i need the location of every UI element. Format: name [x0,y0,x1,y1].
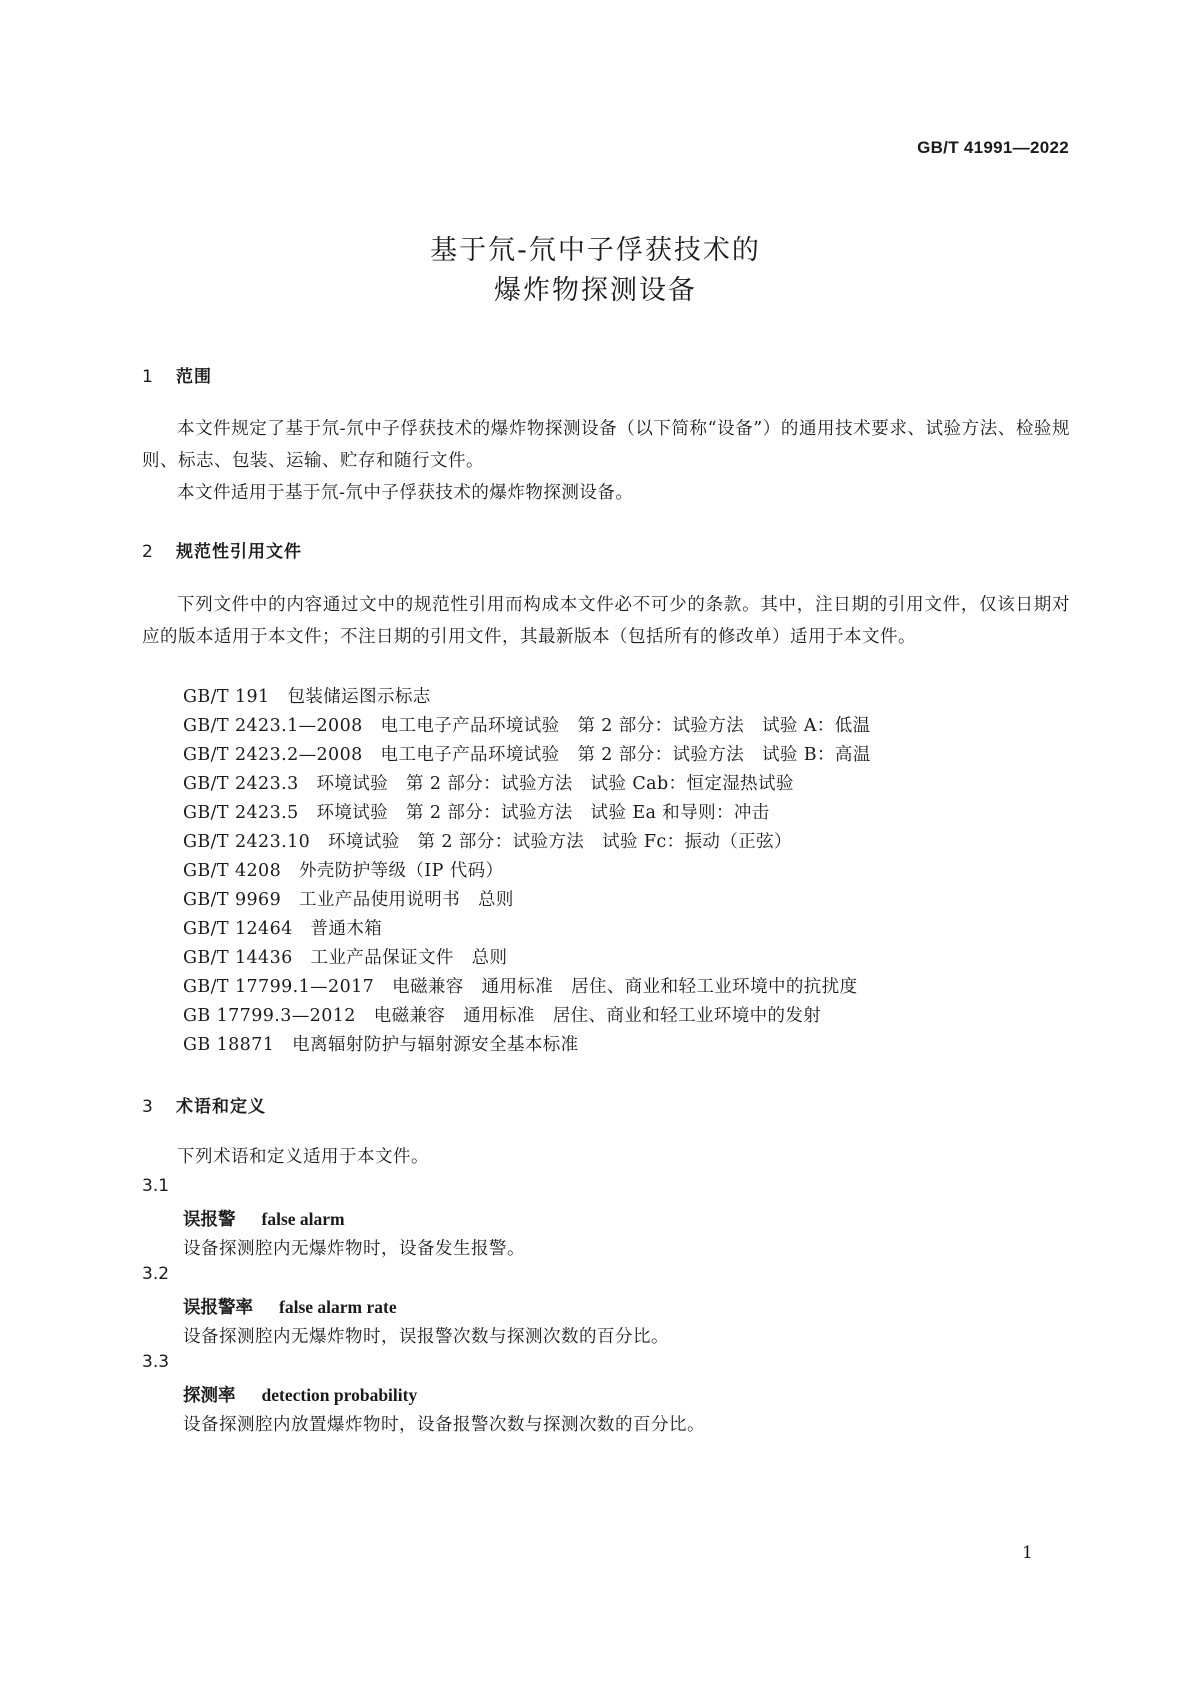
document-title-line-1: 基于氘-氘中子俘获技术的 [430,235,761,266]
term-name-zh: 误报警 [183,1210,236,1230]
term-name [183,1382,417,1407]
term-definition: 设备探测腔内无爆炸物时，设备发生报警。 [183,1239,525,1259]
scope-paragraph-1: 本文件规定了基于氘-氘中子俘获技术的爆炸物探测设备（以下简称“设备”）的通用技术要求、试验方法、检验规则、标志、包装、运输、贮存和随行文件。 [142,419,1070,471]
term-name-en: false alarm [261,1209,345,1229]
term-name-zh: 探测率 [183,1386,236,1406]
document-title-line-2: 爆炸物探测设备 [494,275,697,306]
term-name-en: detection probability [261,1385,418,1405]
term-name-zh: 误报警率 [183,1298,253,1318]
reference-item: GB/T 17799.1—2017 电磁兼容 通用标准 居住、商业和轻工业环境中的抗扰度 [183,977,858,997]
section-heading-scope [142,362,212,387]
standard-code: GB/T 41991—2022 [917,138,1069,157]
term-number: 3.1 [142,1176,170,1196]
section-number: 1 [142,367,154,387]
section-title: 规范性引用文件 [176,542,302,562]
term-name [183,1294,397,1319]
section-heading-normative-references [142,537,302,562]
section-title: 术语和定义 [176,1097,266,1117]
term-number: 3.3 [142,1352,170,1372]
reference-item: GB/T 12464 普通木箱 [183,919,383,939]
reference-item: GB/T 4208 外壳防护等级（IP 代码） [183,861,504,881]
reference-item: GB/T 191 包装储运图示标志 [183,687,431,707]
term-definition: 设备探测腔内无爆炸物时，误报警次数与探测次数的百分比。 [183,1327,669,1347]
term-name-en: false alarm rate [279,1297,397,1317]
reference-item: GB 18871 电离辐射防护与辐射源安全基本标准 [183,1035,579,1055]
reference-item: GB/T 2423.1—2008 电工电子产品环境试验 第 2 部分：试验方法 试验 A：低温 [183,716,871,736]
section-title: 范围 [176,367,212,387]
scope-paragraph-2: 本文件适用于基于氘-氘中子俘获技术的爆炸物探测设备。 [177,483,634,503]
section-number: 3 [142,1097,154,1117]
references-intro-paragraph: 下列文件中的内容通过文中的规范性引用而构成本文件必不可少的条款。其中，注日期的引用文件，仅该日期对应的版本适用于本文件；不注日期的引用文件，其最新版本（包括所有的修改单）适用于本文件。 [142,595,1070,647]
reference-item: GB 17799.3—2012 电磁兼容 通用标准 居住、商业和轻工业环境中的发射 [183,1006,822,1026]
reference-item: GB/T 2423.3 环境试验 第 2 部分：试验方法 试验 Cab：恒定湿热试验 [183,774,794,794]
reference-item: GB/T 9969 工业产品使用说明书 总则 [183,890,514,910]
term-number: 3.2 [142,1264,170,1284]
reference-item: GB/T 14436 工业产品保证文件 总则 [183,948,508,968]
term-definition: 设备探测腔内放置爆炸物时，设备报警次数与探测次数的百分比。 [183,1415,705,1435]
reference-item: GB/T 2423.10 环境试验 第 2 部分：试验方法 试验 Fc：振动（正弦） [183,832,792,852]
term-name [183,1206,345,1231]
page-number: 1 [1022,1543,1033,1563]
section-number: 2 [142,542,154,562]
terms-intro-paragraph: 下列术语和定义适用于本文件。 [177,1147,429,1167]
reference-item: GB/T 2423.5 环境试验 第 2 部分：试验方法 试验 Ea 和导则：冲击 [183,803,770,823]
section-heading-terms-definitions [142,1092,266,1117]
reference-item: GB/T 2423.2—2008 电工电子产品环境试验 第 2 部分：试验方法 试验 B：高温 [183,745,871,765]
